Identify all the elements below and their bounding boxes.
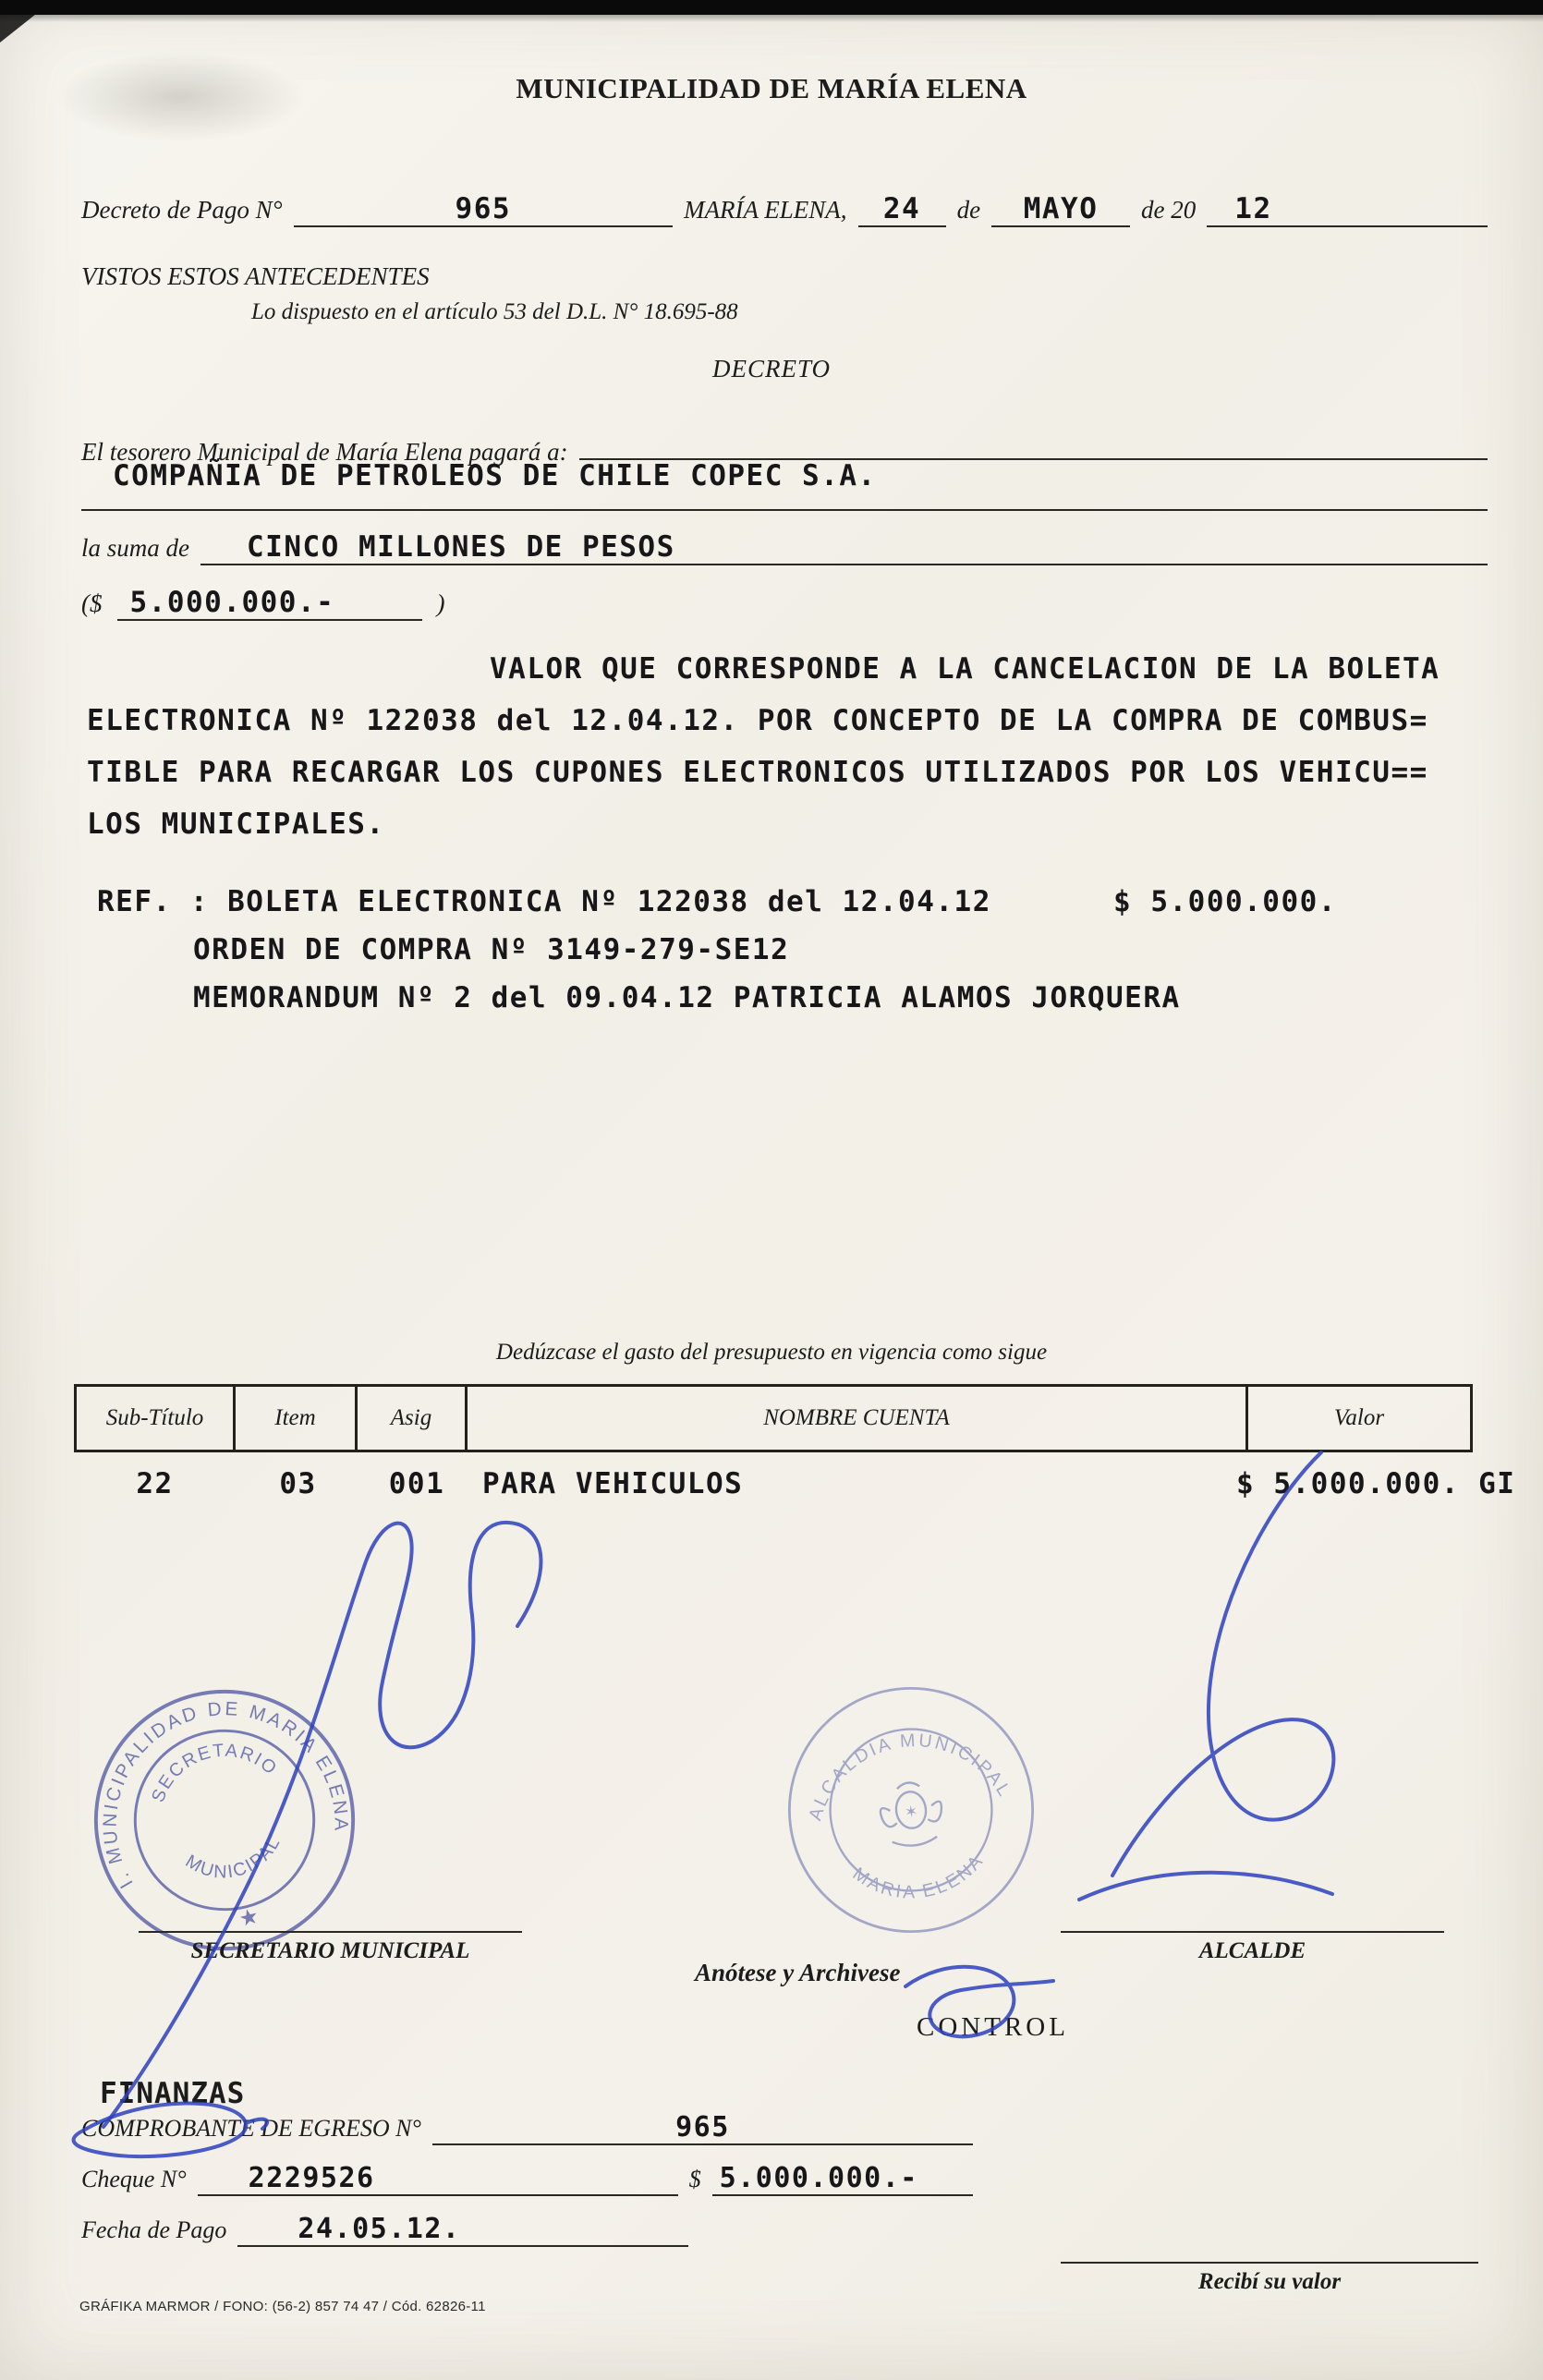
decree-year-value: 12	[1234, 192, 1272, 225]
svg-text:MARIA ELENA	[847, 1848, 992, 1911]
decree-year-prefix-label: de 20	[1141, 196, 1197, 224]
annotate-archive-label: Anótese y Archivese	[695, 1959, 901, 1986]
received-value-label: Recibí su valor	[1197, 2269, 1342, 2294]
check-number-value: 2229526	[248, 2162, 375, 2194]
payee-label: El tesorero Municipal de María Elena pagará a:	[81, 438, 568, 466]
secretary-stamp-line1: SECRETARIO	[148, 1740, 282, 1805]
amount-numeric-field	[117, 586, 422, 621]
decree-header-line	[81, 192, 1488, 227]
decree-year-field	[1207, 192, 1488, 227]
check-amount-value: 5.000.000.-	[719, 2162, 918, 2194]
decree-month-field	[991, 192, 1130, 227]
amount-open-paren: ($	[81, 589, 103, 617]
decree-day-value: 24	[882, 192, 921, 225]
amount-close-paren: )	[436, 589, 445, 617]
voucher-label: COMPROBANTE DE EGRESO N°	[81, 2115, 421, 2142]
mayor-signature-label: ALCALDE	[1198, 1938, 1306, 1963]
secretary-signature-ink	[103, 1523, 541, 2127]
budget-header-item: Item	[233, 1384, 358, 1452]
budget-table-row	[74, 1467, 1543, 1500]
budget-row-subtitulo: 22	[136, 1467, 174, 1500]
voucher-number-value: 965	[675, 2111, 730, 2143]
payment-date-line	[81, 2213, 688, 2247]
printer-imprint: GRÁFIKA MARMOR / FONO: (56-2) 857 74 47 / Cód. 62826-11	[79, 2299, 486, 2314]
check-line	[81, 2162, 973, 2196]
decree-number-value: 965	[455, 192, 512, 225]
decree-of-label: de	[956, 196, 981, 224]
amount-words-line	[81, 530, 1488, 565]
secretary-stamp-star-icon: ★	[237, 1903, 261, 1933]
mayor-office-stamp	[766, 1665, 1056, 1955]
amount-numeric-line	[81, 586, 445, 621]
payee-value: COMPAÑIA DE PETROLEOS DE CHILE COPEC S.A.	[113, 459, 877, 492]
control-label: CONTROL	[917, 2012, 1069, 2042]
coat-of-arms-icon	[878, 1779, 946, 1850]
budget-header-subtitulo: Sub-Título	[74, 1384, 236, 1452]
received-value-line	[1061, 2262, 1478, 2264]
payment-date-label: Fecha de Pago	[81, 2216, 227, 2243]
payment-date-value: 24.05.12.	[298, 2213, 461, 2245]
amount-words-value: CINCO MILLONES DE PESOS	[247, 530, 675, 564]
check-currency-symbol: $	[688, 2166, 701, 2192]
decree-place-label: MARÍA ELENA,	[684, 196, 847, 224]
vistos-heading: VISTOS ESTOS ANTECEDENTES	[81, 262, 430, 290]
payment-date-field	[237, 2213, 688, 2247]
amount-numeric-value: 5.000.000.-	[129, 586, 335, 619]
budget-row-item: 03	[279, 1467, 317, 1500]
check-number-field	[198, 2162, 678, 2196]
finance-label: FINANZAS	[100, 2077, 246, 2110]
budget-row-nombre-cuenta: PARA VEHICULOS	[482, 1467, 744, 1500]
budget-row-valor: $ 5.000.000. GI	[1236, 1467, 1516, 1500]
amount-words-field	[200, 530, 1488, 565]
ref-line-2: ORDEN DE COMPRA Nº 3149-279-SE12	[193, 933, 790, 966]
svg-text:MUNICIPAL	[178, 1828, 291, 1893]
mayor-stamp-top-text: ALCALDIA MUNICIPAL	[805, 1730, 1016, 1824]
secretary-signature-line	[139, 1931, 522, 1933]
body-line-2: ELECTRONICA Nº 122038 del 12.04.12. POR CONCEPTO DE LA COMPRA DE COMBUS=	[87, 704, 1428, 737]
svg-text:I. MUNICIPALIDAD DE MARIA ELEN	[73, 1671, 358, 1893]
ref-line-1: REF. : BOLETA ELECTRONICA Nº 122038 del 12.04.12	[97, 885, 991, 918]
voucher-number-field	[432, 2111, 973, 2145]
ref-line-3: MEMORANDUM Nº 2 del 09.04.12 PATRICIA ALAMOS JORQUERA	[193, 981, 1181, 1014]
body-line-3: TIBLE PARA RECARGAR LOS CUPONES ELECTRONICOS UTILIZADOS POR LOS VEHICU==	[87, 756, 1428, 789]
payee-underline	[81, 509, 1488, 511]
budget-table-header	[74, 1384, 1478, 1452]
decree-number-field	[294, 192, 674, 227]
budget-row-asig: 001	[388, 1467, 445, 1500]
secretary-stamp-line2: MUNICIPAL	[181, 1832, 286, 1883]
coat-of-arms-star-icon: ✶	[904, 1802, 919, 1822]
check-amount-field	[712, 2162, 973, 2196]
budget-header-nombre-cuenta: NOMBRE CUENTA	[465, 1384, 1248, 1452]
svg-text:SECRETARIO	[139, 1726, 285, 1809]
body-line-4: LOS MUNICIPALES.	[87, 808, 385, 841]
secretary-municipal-stamp	[59, 1655, 391, 1986]
decreto-heading: DECRETO	[711, 355, 831, 382]
mayor-signature-line	[1061, 1931, 1444, 1933]
secretary-stamp-ring-text: I. MUNICIPALIDAD DE MARIA ELENA	[99, 1698, 352, 1892]
ref-amount: $ 5.000.000.	[1113, 885, 1337, 918]
decree-month-value: MAYO	[1023, 192, 1099, 225]
decree-number-label: Decreto de Pago N°	[81, 196, 283, 224]
budget-header-valor: Valor	[1245, 1384, 1473, 1452]
scan-artifact-corner	[0, 0, 54, 42]
disposition-text: Lo dispuesto en el artículo 53 del D.L. N° 18.695-88	[251, 299, 738, 324]
amount-words-label: la suma de	[81, 534, 189, 562]
budget-header-asig: Asig	[355, 1384, 468, 1452]
secretary-signature-label: SECRETARIO MUNICIPAL	[190, 1938, 470, 1963]
svg-text:ALCALDIA MUNICIPAL	[796, 1718, 1016, 1826]
check-number-label: Cheque N°	[81, 2166, 187, 2192]
budget-instruction: Dedúzcase el gasto del presupuesto en vigencia como sigue	[495, 1340, 1048, 1365]
mayor-stamp-bottom-text: MARIA ELENA	[848, 1850, 989, 1903]
scan-artifact-top-edge	[0, 0, 1543, 15]
municipality-title: MUNICIPALIDAD DE MARÍA ELENA	[516, 72, 1027, 104]
payee-field-rule	[579, 427, 1488, 460]
decree-day-field	[858, 192, 946, 227]
body-line-1: VALOR QUE CORRESPONDE A LA CANCELACION DE LA BOLETA	[490, 652, 1440, 686]
voucher-line	[81, 2111, 973, 2145]
mayor-signature-ink	[1079, 1452, 1333, 1900]
